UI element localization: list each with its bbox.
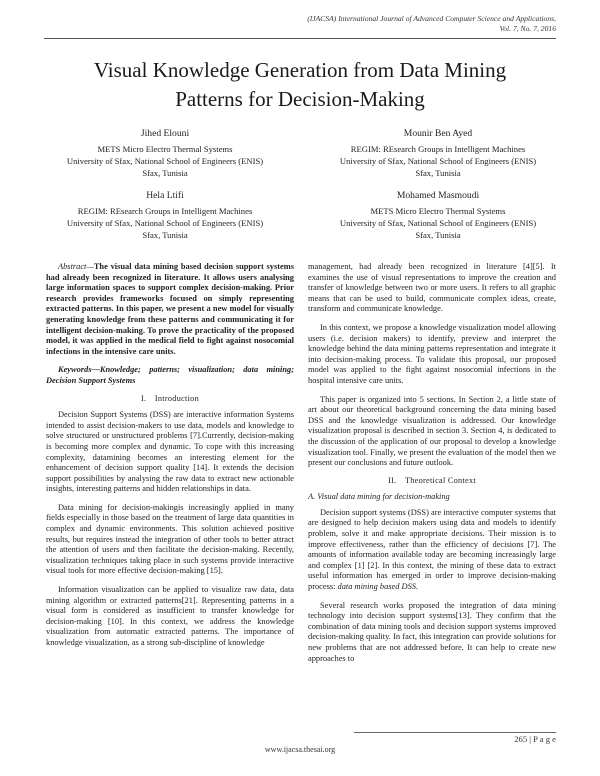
- author-block-4: [303, 190, 573, 241]
- author-university: University of Sfax, National School of Engineers (ENIS): [339, 156, 537, 166]
- author-affiliation: METS Micro Electro Thermal Systems: [97, 144, 233, 154]
- page-number: 265 | P a g e: [514, 734, 556, 744]
- paragraph-emphasis: data mining based DSS.: [337, 582, 419, 592]
- paragraph: Information visualization can be applied to visualize raw data, data mining algorithm or extracted patterns[21]. Representing patterns in a visual form is considered as insufficient to transfer knowledge for decision-making [10]. In this context, we address the knowledge visualization from automatic extracted patterns. The importance of knowledge visualization, as a strong sub-discipline of knowledge: [46, 585, 294, 647]
- author-block-2: [303, 128, 573, 179]
- journal-volume: Vol. 7, No. 7, 2016: [499, 24, 556, 33]
- paper-title: [40, 56, 560, 114]
- author-affiliation: METS Micro Electro Thermal Systems: [370, 206, 506, 216]
- keywords: [46, 365, 294, 386]
- author-name: Jihed Elouni: [140, 128, 190, 139]
- paragraph: Decision Support Systems (DSS) are interactive information Systems intended to assist decision-makers to use data, models and knowledge to solve structured or unstructured problems [7].Currently, decision-making is becoming more complex and dynamic. To cope with this increasing complexity, datamining becomes an interesting element for the enhancement of decision support quality [14]. It extends the decision support possibilities by analysing the raw data to extract new actionable insights, interesting patterns and hidden relationships in data.: [46, 410, 294, 494]
- author-name: Mohamed Masmoudi: [396, 190, 480, 201]
- author-location: Sfax, Tunisia: [142, 230, 188, 240]
- right-column: [308, 262, 556, 664]
- paragraph: Data mining for decision-makingis increasingly applied in many fields especially in those based on the treatment of large data quantities in complex and dynamic environments. This solution achieved positive results, but requires instead the integration of other tools to better attract the attention of users and then facilitate the decision-making. Recently, visualization techniques taking place in such systems provide interactive visual tools for more effective decision-making [15].: [46, 502, 294, 576]
- author-location: Sfax, Tunisia: [142, 168, 188, 178]
- left-column: [46, 262, 294, 649]
- paragraph: This paper is organized into 5 sections. In Section 2, a little state of art about our theoretical background concerning the data mining based DSS and the knowledge visualization is addressed. Our knowledge visualization proposal is described in section 3. Section 4, is dedicated to the discussion of the application of our proposal to develop a knowledge visualization tool. Finally, we present the evaluation of the model then we present our conclusions and future outlook.: [308, 394, 556, 468]
- author-name: Mounir Ben Ayed: [403, 128, 473, 139]
- author-university: University of Sfax, National School of Engineers (ENIS): [66, 218, 264, 228]
- paragraph: In this context, we propose a knowledge visualization model allowing users (i.e. decision makers) to identify, preview and interpret the knowledge behind the data mining patterns representation and integrate it into decision-making process. To validate this proposal, our proposed model was applied to the fight against nosocomial infections in the hospital intensive care units.: [308, 322, 556, 385]
- running-header: [196, 14, 556, 34]
- keywords-text: Knowledge; patterns; visualization; data mining; Decision Support Systems: [46, 365, 294, 385]
- section-heading-introduction: I. Introduction: [141, 393, 199, 403]
- paragraph: [308, 508, 556, 593]
- paragraph-text: Decision support systems (DSS) are interactive computer systems that are designed to help decision makers using data and models to identify problem, solve it and make appropriate decisions. Their mission is to improve effectiveness, rather than the efficiency of decisions [7]. The amounts of information available today are becoming increasingly large and complex [1] [2]. In this context, the mining of these data to extract useful information has emerged in order to improve decision-making process:: [308, 507, 556, 592]
- author-location: Sfax, Tunisia: [415, 230, 461, 240]
- abstract-label: Abstract—: [58, 262, 94, 271]
- abstract: [46, 262, 294, 357]
- author-affiliation: REGIM: REsearch Groups in Intelligent Machines: [77, 206, 253, 216]
- paragraph: Several research works proposed the integration of data mining technology into decision support systems[13]. They confirm that the combination of data mining tools and decision support systems improved decision-making quality. In fact, this integration can provide solutions for new problems that are not addressed before. It can help to create new approaches to: [308, 600, 556, 663]
- title-line-1: Visual Knowledge Generation from Data Mining: [93, 58, 507, 82]
- abstract-text: The visual data mining based decision support systems had already been recognized in literature. It allows users analysing large information spaces to support complex decision-making. Prior research provides frameworks focused on simply representing extracted patterns. In this paper, we present a new model for visually generating knowledge from these patterns and communicating it for intelligent decision-making. To prove the practicality of the proposed model, it was applied in the medical field to fight against nosocomial infections in the intensive care units.: [46, 262, 294, 356]
- section-heading-theoretical-context: II. Theoretical Context: [388, 475, 476, 485]
- header-divider: [44, 38, 556, 39]
- subsection-heading: A. Visual data mining for decision-making: [308, 492, 450, 502]
- paragraph: management, had already been recognized in literature [4][5]. It examines the use of visual representations to improve the creation and transfer of knowledge between two or more users. It refers to all graphic means that can be used to build, communicate complex ideas, create, transform and communicate knowledge.: [308, 262, 556, 314]
- author-name: Hela Ltifi: [146, 190, 184, 201]
- title-line-2: Patterns for Decision-Making: [175, 87, 425, 111]
- footer-divider: [354, 732, 556, 733]
- author-affiliation: REGIM: REsearch Groups in Intelligent Machines: [350, 144, 526, 154]
- author-university: University of Sfax, National School of Engineers (ENIS): [66, 156, 264, 166]
- keywords-label: Keywords—: [58, 365, 100, 375]
- author-block-1: [30, 128, 300, 179]
- footer-url[interactable]: www.ijacsa.thesai.org: [264, 745, 336, 754]
- author-location: Sfax, Tunisia: [415, 168, 461, 178]
- journal-name: (IJACSA) International Journal of Advanced Computer Science and Applications,: [307, 14, 556, 23]
- author-university: University of Sfax, National School of Engineers (ENIS): [339, 218, 537, 228]
- author-block-3: [30, 190, 300, 241]
